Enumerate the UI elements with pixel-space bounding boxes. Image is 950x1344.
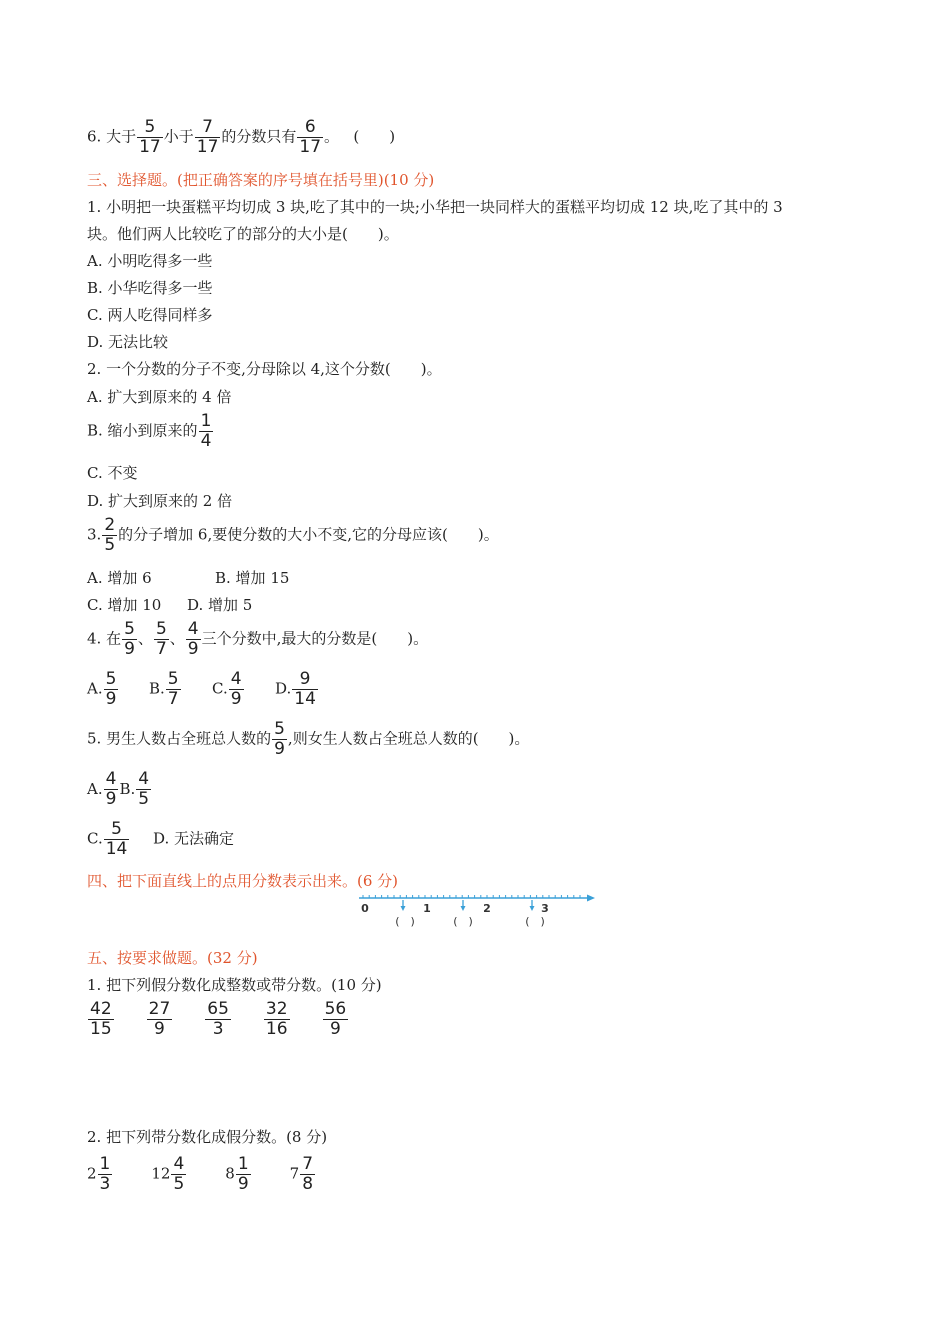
section-3-heading: 三、选择题。(把正确答案的序号填在括号里)(10 分) (87, 171, 435, 189)
fraction: $\frac{5}{9}$ (124, 619, 135, 659)
choice-4-option-c[interactable]: C. $\frac{4}{9}$ (212, 669, 242, 709)
choice-1-option-a[interactable]: A. 小明吃得多一些 (87, 252, 213, 270)
fraction: $\frac{5}{17}$ (139, 117, 161, 157)
fraction: $\frac{5}{7}$ (155, 619, 167, 659)
arrow-down-icon (401, 906, 406, 911)
choice-4-option-a[interactable]: A. $\frac{5}{9}$ (87, 669, 117, 709)
improper-fraction-list (87, 1000, 380, 1039)
number-line (355, 890, 600, 930)
choice-3-stem: 3. $\frac{2}{5}$ 的分子增加 6,要使分数的大小不变,它的分母应该( )。 (87, 515, 499, 555)
choice-2-option-b[interactable]: B. 缩小到原来的 $\frac{1}{4}$ (87, 411, 212, 451)
answer-blank[interactable]: ( ) (353, 127, 396, 146)
choice-4-options (87, 670, 341, 709)
choice-3-option-b[interactable]: B. 增加 15 (215, 569, 290, 587)
mixed-number: 8 $\frac{1}{9}$ (225, 1154, 249, 1194)
fraction: $\frac{7}{17}$ (196, 117, 219, 157)
arrow-down-icon (461, 906, 466, 911)
choice-1-line-1: 1. 小明把一块蛋糕平均切成 3 块,吃了其中的一块;小华把一块同样大的蛋糕平均切成 12 块,吃了其中的 3 (87, 198, 783, 216)
mixed-number-list (87, 1155, 354, 1194)
choice-2-option-a[interactable]: A. 扩大到原来的 4 倍 (87, 388, 232, 406)
choice-3-option-a[interactable]: A. 增加 6 (87, 569, 152, 587)
problem-2-title: 2. 把下列带分数化成假分数。(8 分) (87, 1128, 328, 1146)
choice-1-option-c[interactable]: C. 两人吃得同样多 (87, 306, 213, 324)
choice-5-options-row-1 (87, 770, 152, 809)
choice-3-option-d[interactable]: D. 增加 5 (187, 596, 253, 614)
answer-blank-3[interactable]: ( ) (525, 915, 545, 928)
mixed-number: 12 $\frac{4}{5}$ (151, 1154, 185, 1194)
choice-5-stem: 5. 男生人数占全班总人数的 $\frac{5}{9}$ ,则女生人数占全班总人数的( )。 (87, 719, 530, 759)
q6-text: 6. 大于 (87, 127, 137, 146)
fraction: $\frac{4}{9}$ (187, 619, 199, 659)
choice-5-option-a[interactable]: A. $\frac{4}{9}$ (87, 769, 117, 809)
improper-fraction: $\frac{42}{15}$ (90, 999, 112, 1039)
section-4-heading: 四、把下面直线上的点用分数表示出来。(6 分) (87, 872, 399, 890)
choice-4-option-d[interactable]: D. $\frac{9}{14}$ (275, 669, 316, 709)
problem-1-title: 1. 把下列假分数化成整数或带分数。(10 分) (87, 976, 382, 994)
improper-fraction: $\frac{32}{16}$ (265, 999, 288, 1039)
tick-label-2: 2 (483, 902, 491, 915)
fraction: $\frac{5}{9}$ (274, 719, 285, 759)
improper-fraction: $\frac{56}{9}$ (324, 999, 347, 1039)
choice-5-options-row-2 (87, 820, 234, 859)
mixed-number: 2 $\frac{1}{3}$ (87, 1154, 111, 1194)
judge-question-6: 6. 大于 $\frac{5}{17}$ 小于 $\frac{7}{17}$ 的分数只有 $\frac{6}{17}$ 。 ( ) (87, 117, 396, 157)
choice-1-option-d[interactable]: D. 无法比较 (87, 333, 169, 351)
tick-label-3: 3 (541, 902, 549, 915)
choice-1-option-b[interactable]: B. 小华吃得多一些 (87, 279, 213, 297)
fraction: $\frac{6}{17}$ (299, 117, 322, 157)
improper-fraction: $\frac{65}{3}$ (207, 999, 229, 1039)
mixed-number: 7 $\frac{7}{8}$ (289, 1154, 314, 1194)
arrow-right-icon (587, 895, 595, 902)
choice-2-option-d[interactable]: D. 扩大到原来的 2 倍 (87, 492, 233, 510)
tick-label-1: 1 (423, 902, 431, 915)
choice-4-option-b[interactable]: B. $\frac{5}{7}$ (149, 669, 179, 709)
arrow-down-icon (530, 906, 535, 911)
answer-blank-1[interactable]: ( ) (395, 915, 415, 928)
choice-3-option-c[interactable]: C. 增加 10 (87, 596, 162, 614)
fraction: $\frac{2}{5}$ (104, 515, 116, 555)
section-5-heading: 五、按要求做题。(32 分) (87, 949, 258, 967)
answer-blank-2[interactable]: ( ) (453, 915, 473, 928)
choice-3-options-row-1 (87, 568, 311, 588)
choice-5-option-c[interactable]: C. $\frac{5}{14}$ (87, 819, 128, 859)
choice-3-options-row-2 (87, 595, 274, 615)
choice-4-stem: 4. 在 $\frac{5}{9}$ 、 $\frac{5}{7}$ 、 $\frac{4}{9}$ 三个分数中,最大的分数是( )。 (87, 619, 429, 659)
choice-2-stem: 2. 一个分数的分子不变,分母除以 4,这个分数( )。 (87, 360, 442, 378)
fraction: $\frac{1}{4}$ (200, 411, 212, 451)
choice-5-option-b[interactable]: B. $\frac{4}{5}$ (119, 769, 150, 809)
choice-5-option-d[interactable]: D. 无法确定 (153, 829, 235, 848)
improper-fraction: $\frac{27}{9}$ (148, 999, 171, 1039)
tick-label-0: 0 (361, 902, 369, 915)
choice-1-line-2: 块。他们两人比较吃了的部分的大小是( )。 (87, 225, 399, 243)
choice-2-option-c[interactable]: C. 不变 (87, 464, 138, 482)
